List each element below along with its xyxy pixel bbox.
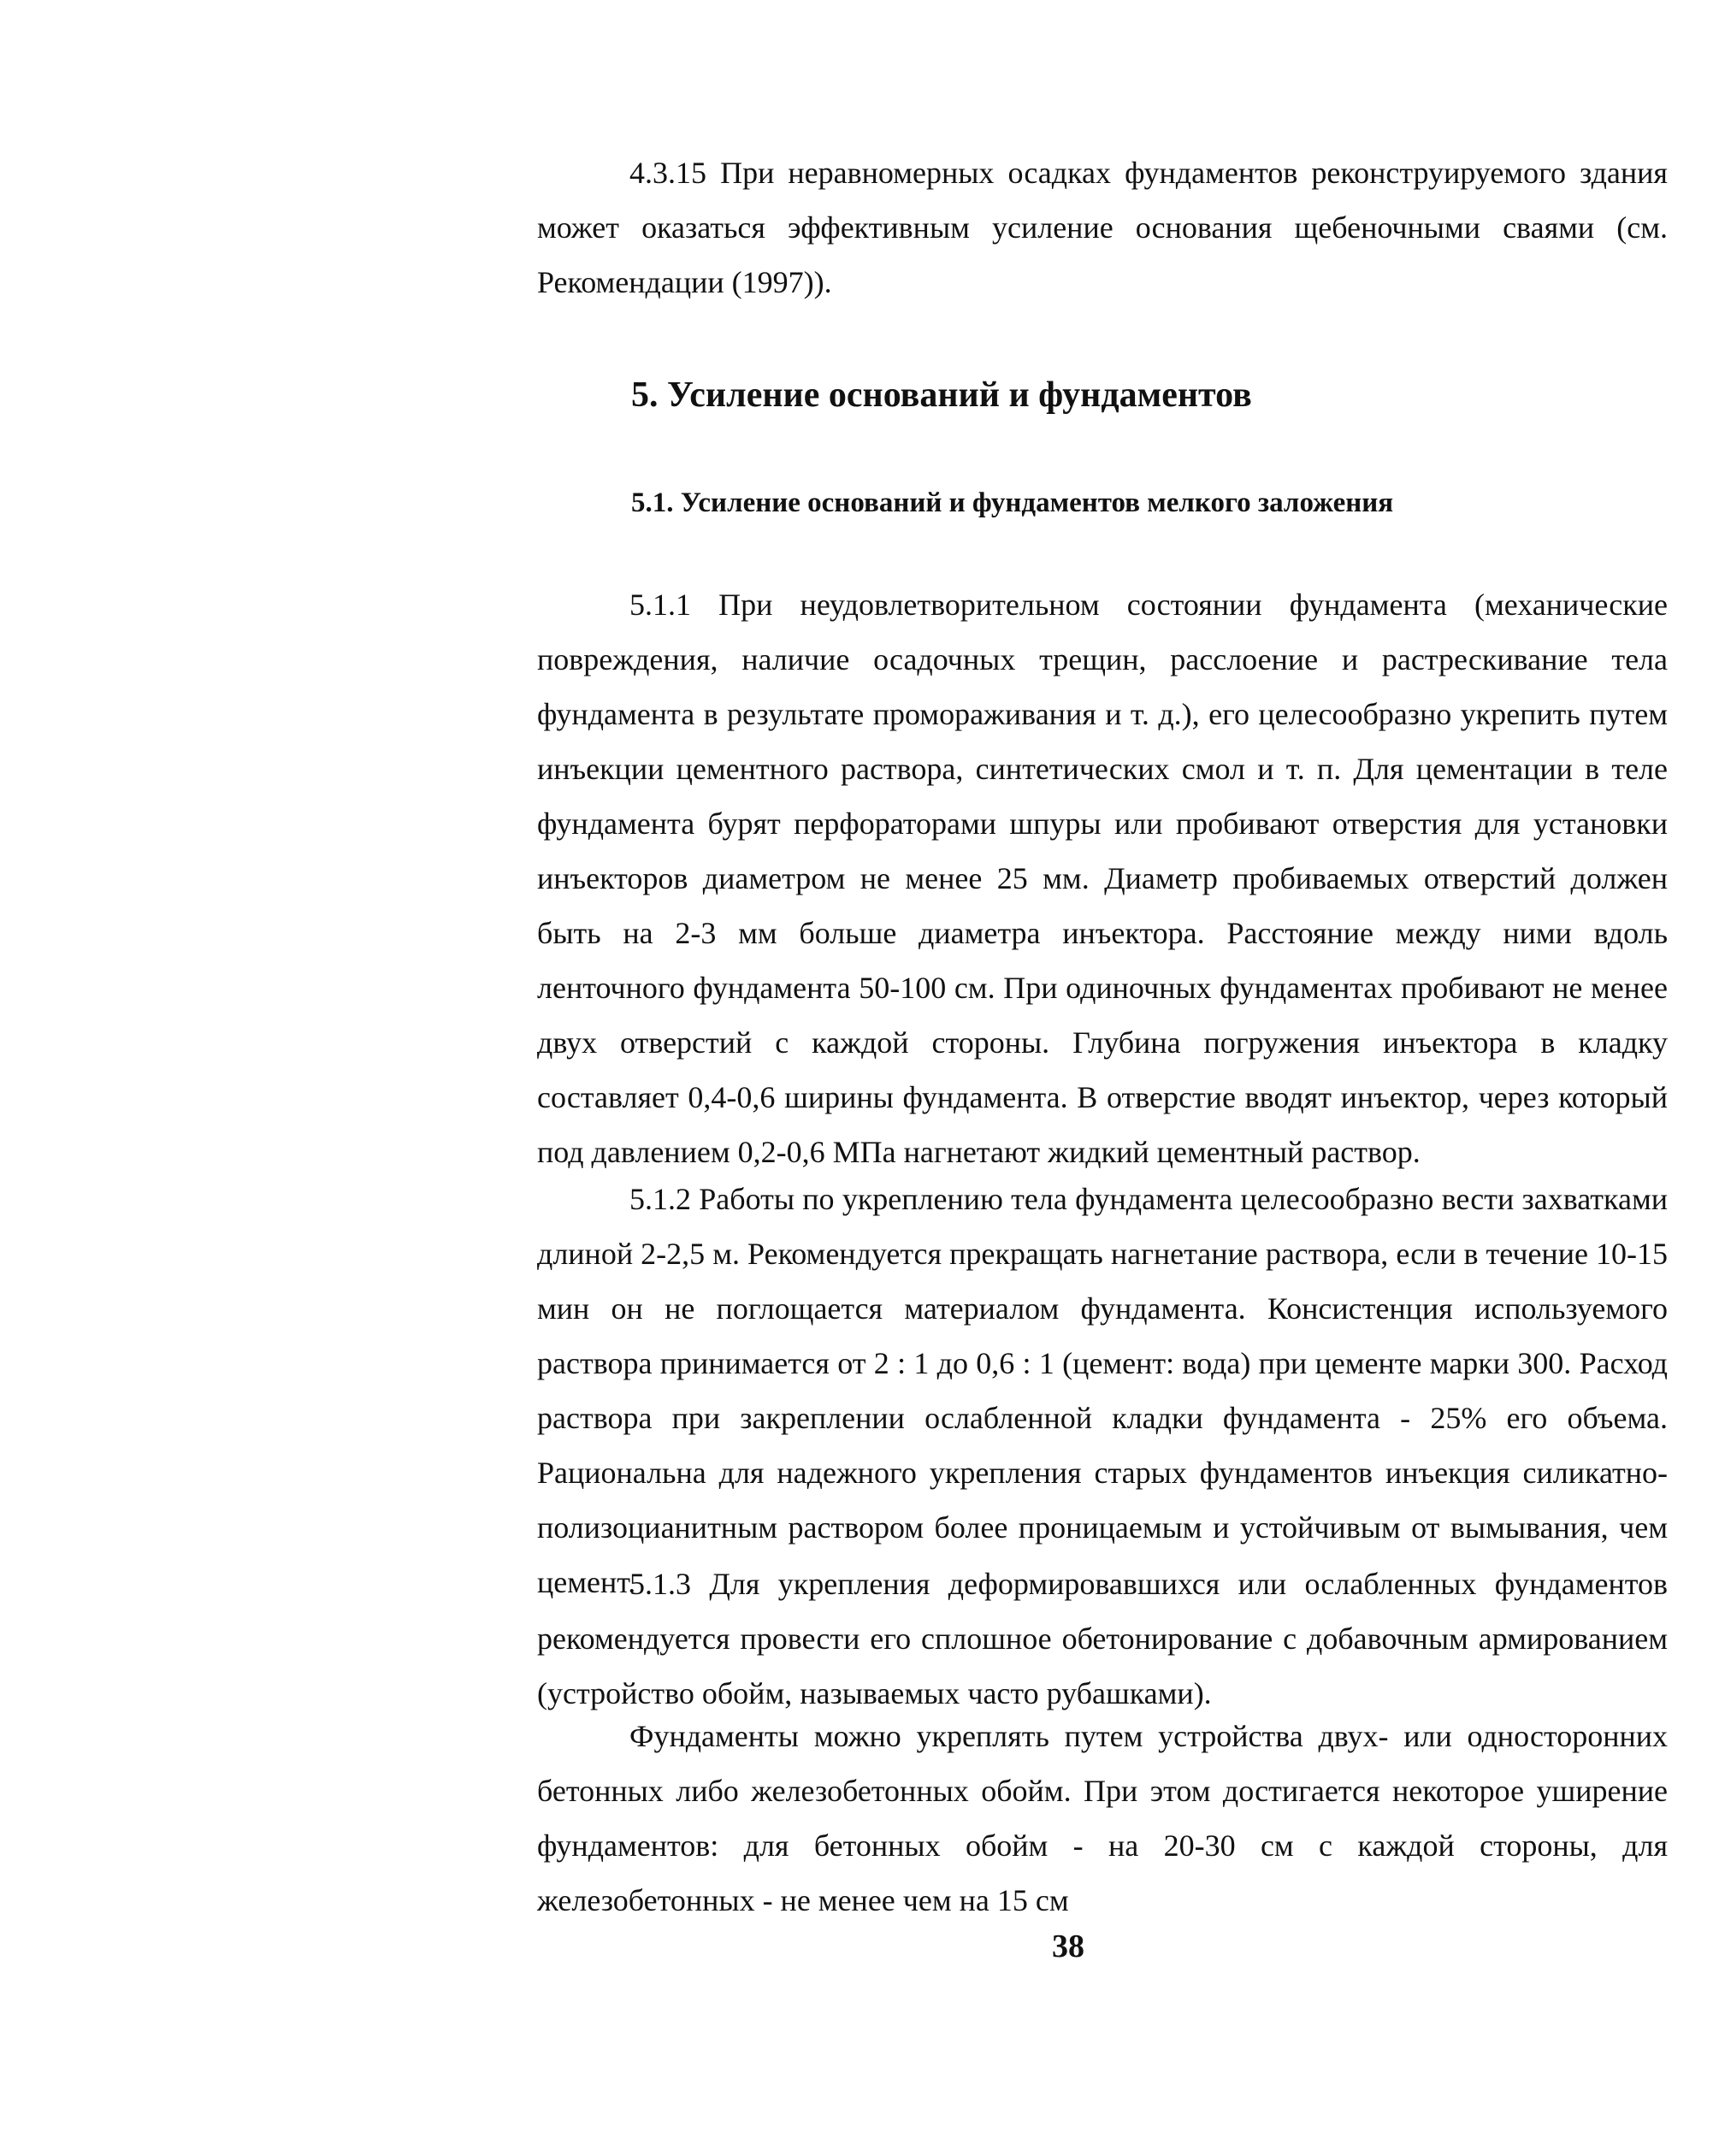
paragraph-5-1-1: 5.1.1 При неудовлетворительном состоянии фундамента (механические повреждения, наличие осадочных трещин, расслоение и растрескивание тела фундамента в результате промораживания и т. д.), его целесообразно укрепить путем инъекции цементного раствора, синтетических смол и т. п. Для цементации в теле фундамента бурят перфораторами шпуры или пробивают отверстия для установки инъекторов диаметром не менее 25 мм. Диаметр пробиваемых отверстий должен быть на 2-3 мм больше диаметра инъектора. Расстояние между ними вдоль ленточного фундамента 50-100 см. При одиночных фундаментах пробивают не менее двух отверстий с каждой стороны. Глубина погружения инъектора в кладку составляет 0,4-0,6 ширины фундамента. В отверстие вводят инъектор, через который под давлением 0,2-0,6 МПа нагнетают жидкий цементный раствор. (537, 588, 1668, 1169)
section-heading: 5. Усиление оснований и фундаментов (631, 375, 1252, 415)
paragraph-5-1-3: 5.1.3 Для укрепления деформировавшихся или ослабленных фундаментов рекомендуется провести его сплошное обетонирование с добавочным армированием (устройство обойм, называемых часто рубашками). (537, 1567, 1668, 1710)
paragraph-4-3-15: 4.3.15 При неравномерных осадках фундаментов реконструируемого здания может оказаться эффективным усиление основания щебеночными сваями (см. Рекомендации (1997)). (537, 156, 1668, 299)
paragraph-foundations: Фундаменты можно укреплять путем устройства двух- или односторонних бетонных либо железобетонных обойм. При этом достигается некоторое уширение фундаментов: для бетонных обойм - на 20-30 см с каждой стороны, для железобетонных - не менее чем на 15 см (537, 1719, 1668, 1917)
subsection-heading: 5.1. Усиление оснований и фундаментов мелкого заложения (631, 487, 1394, 518)
page-number: 38 (1052, 1929, 1084, 1964)
paragraph-5-1-2: 5.1.2 Работы по укреплению тела фундамента целесообразно вести захватками длиной 2-2,5 м. Рекомендуется прекращать нагнетание раствора, если в течение 10-15 мин он не поглощается материалом фундамента. Консистенция используемого раствора принимается от 2 : 1 до 0,6 : 1 (цемент: вода) при цементе марки 300. Расход раствора при закреплении ослабленной кладки фундамента - 25% его объема. Рациональна для надежного укрепления старых фундаментов инъекция силикатно-полизоцианитным раствором более проницаемым и устойчивым от вымывания, чем цемент. (537, 1182, 1668, 1599)
